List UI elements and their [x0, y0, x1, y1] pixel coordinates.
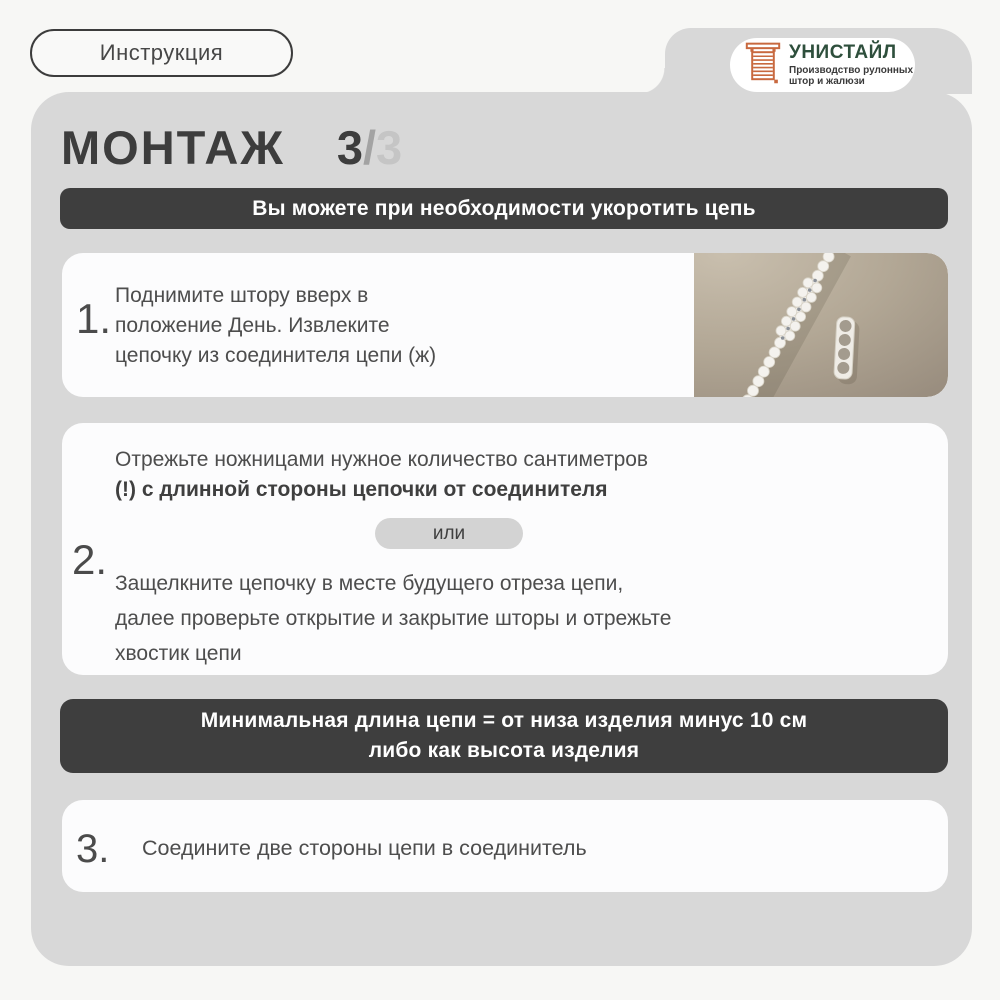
step-2-option-a-bold: (!) с длинной стороны цепочки от соединителя	[115, 478, 608, 501]
page-counter-separator: /	[362, 121, 377, 174]
step-2-option-a	[115, 445, 755, 505]
step-2-card	[62, 423, 948, 675]
instruction-badge-label: Инструкция	[99, 40, 224, 65]
note-banner-top-text: Вы можете при необходимости укоротить цепь	[252, 196, 756, 220]
step-1-number: 1.	[76, 295, 112, 342]
step-2-option-a-regular: Отрежьте ножницами нужное количество сантиметров	[115, 448, 649, 471]
page-title	[61, 121, 403, 174]
logo-subtitle-line2: штор и жалюзи	[789, 76, 865, 87]
page-counter-current: 3	[336, 121, 363, 174]
chain-connector	[834, 317, 860, 385]
step-3-number: 3.	[76, 827, 110, 871]
note-banner-bottom	[60, 699, 948, 773]
step-3-card	[62, 800, 948, 892]
page-counter-total: 3	[376, 121, 403, 174]
logo-brand-name: УНИСТАЙЛ	[789, 41, 897, 63]
step-2-number: 2.	[72, 536, 108, 583]
instruction-badge	[30, 29, 293, 77]
logo-text-block	[789, 43, 913, 88]
or-divider-pill	[375, 518, 523, 549]
bead-chain-photo	[694, 253, 948, 397]
page-counter	[337, 121, 402, 174]
note-banner-bottom-line2: либо как высота изделия	[368, 739, 640, 762]
blinds-icon	[745, 41, 781, 90]
company-logo	[730, 38, 915, 92]
logo-subtitle-line1: Производство рулонных	[789, 64, 914, 76]
note-banner-bottom-line1: Минимальная длина цепи = от низа изделия минус 10 см	[200, 709, 808, 732]
page-title-word: МОНТАЖ	[61, 121, 285, 174]
step-1-card	[62, 253, 948, 397]
step-3-text: Соедините две стороны цепи в соединитель	[142, 836, 587, 860]
note-banner-top	[60, 188, 948, 229]
or-divider-label: или	[432, 522, 466, 544]
step-1-text: Поднимите штору вверх в положение День. Извлеките цепочку из соединителя цепи (ж)	[115, 284, 437, 367]
step-2-option-b: Защелкните цепочку в месте будущего отреза цепи, далее проверьте открытие и закрытие шторы и отрежьте хвостик цепи	[115, 572, 672, 665]
